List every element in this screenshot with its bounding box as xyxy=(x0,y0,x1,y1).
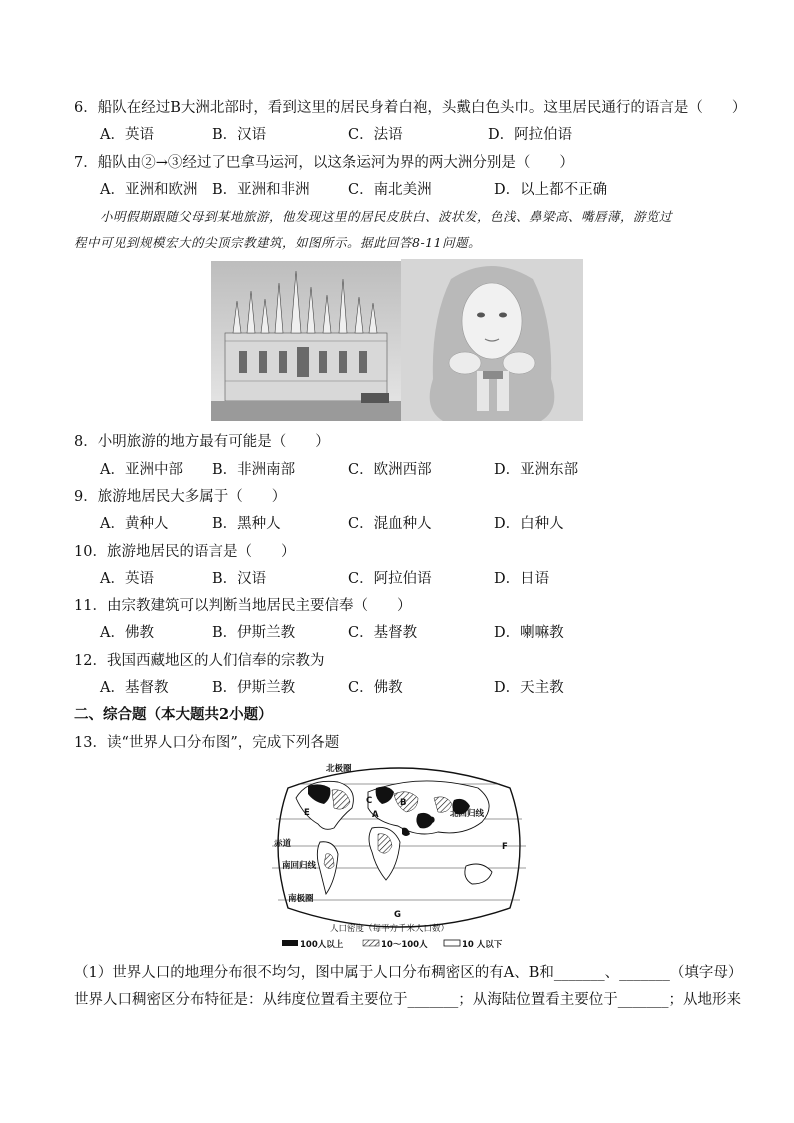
region-g-label: G xyxy=(394,910,401,920)
question-10-stem: 10．旅游地居民的语言是（ ） xyxy=(74,544,296,560)
q9-option-d: D．白种人 xyxy=(494,516,564,532)
region-c-label: C xyxy=(366,796,373,806)
q6-option-b: B．汉语 xyxy=(212,127,267,143)
q8-option-c: C．欧洲西部 xyxy=(348,462,432,478)
q10-option-d: D．日语 xyxy=(494,571,550,587)
region-d-label: D xyxy=(428,816,436,826)
q9-option-b: B．黑种人 xyxy=(212,516,281,532)
question-13-stem: 13．读“世界人口分布图”，完成下列各题 xyxy=(74,735,340,751)
q10-option-b: B．汉语 xyxy=(212,571,267,587)
legend-high-density: 100人以上 xyxy=(300,940,344,950)
equator-label: 赤道 xyxy=(274,839,292,849)
q8-option-b: B．非洲南部 xyxy=(212,462,296,478)
question-8-stem: 8．小明旅游的地方最有可能是（ ） xyxy=(74,434,330,450)
q9-option-a: A．黄种人 xyxy=(100,516,169,532)
region-f-label: F xyxy=(502,842,508,852)
region-e-label: E xyxy=(304,808,310,818)
tropic-north-label: 北回归线 xyxy=(450,809,485,819)
question-6-stem: 6．船队在经过B大洲北部时，看到这里的居民身着白袍，头戴白色头巾。这里居民通行的语言是（ ） xyxy=(74,100,747,116)
legend-low-density: 10 人以下 xyxy=(462,940,503,950)
q6-option-c: C．法语 xyxy=(348,127,403,143)
q12-option-b: B．伊斯兰教 xyxy=(212,680,296,696)
q11-option-c: C．基督教 xyxy=(348,625,418,641)
q10-option-c: C．阿拉伯语 xyxy=(348,571,432,587)
q10-option-a: A．英语 xyxy=(100,571,154,587)
q6-option-d: D．阿拉伯语 xyxy=(488,127,573,143)
question-9-stem: 9．旅游地居民大多属于（ ） xyxy=(74,489,287,505)
arctic-circle-label: 北极圈 xyxy=(326,764,352,774)
cathedral-photo xyxy=(211,261,401,421)
question-7-stem: 7．船队由②→③经过了巴拿马运河，以这条运河为界的两大洲分别是（ ） xyxy=(74,155,574,171)
q6-option-a: A．英语 xyxy=(100,127,154,143)
legend-title: 人口密度（每平方千米人口数） xyxy=(330,924,450,934)
question-11-stem: 11．由宗教建筑可以判断当地居民主要信奉（ ） xyxy=(74,598,412,614)
q11-option-d: D．喇嘛教 xyxy=(494,625,564,641)
section-2-heading: 二、综合题（本大题共2小题） xyxy=(74,706,273,723)
region-a-label: A xyxy=(372,810,379,820)
world-population-map xyxy=(268,758,530,953)
legend-medium-density: 10～100人 xyxy=(381,940,428,950)
passage-line-2: 程中可见到规模宏大的尖顶宗教建筑，如图所示。据此回答8-11问题。 xyxy=(74,235,482,250)
q11-option-a: A．佛教 xyxy=(100,625,154,641)
girl-portrait-photo xyxy=(401,259,583,421)
q12-option-c: C．佛教 xyxy=(348,680,403,696)
q7-option-b: B．亚洲和非洲 xyxy=(212,182,310,198)
q13-sub1-line-1: （1）世界人口的地理分布很不均匀，图中属于人口分布稠密区的有A、B和_______、_______（填字母） xyxy=(74,965,743,981)
q7-option-d: D．以上都不正确 xyxy=(494,182,608,198)
q7-option-c: C．南北美洲 xyxy=(348,182,432,198)
q9-option-c: C．混血种人 xyxy=(348,516,432,532)
q11-option-b: B．伊斯兰教 xyxy=(212,625,296,641)
region-b-label: B xyxy=(400,798,407,808)
q12-option-a: A．基督教 xyxy=(100,680,169,696)
q12-option-d: D．天主教 xyxy=(494,680,564,696)
q8-option-a: A．亚洲中部 xyxy=(100,462,183,478)
antarctic-circle-label: 南极圈 xyxy=(288,894,314,904)
q7-option-a: A．亚洲和欧洲 xyxy=(100,182,198,198)
question-12-stem: 12．我国西藏地区的人们信奉的宗教为 xyxy=(74,653,325,669)
q13-sub1-line-2: 世界人口稠密区分布特征是：从纬度位置看主要位于_______；从海陆位置看主要位于_______；从地形来 xyxy=(74,992,741,1008)
passage-line-1: 小明假期跟随父母到某地旅游，他发现这里的居民皮肤白、波状发，色浅、鼻梁高、嘴唇薄，游览过 xyxy=(100,209,673,224)
q8-option-d: D．亚洲东部 xyxy=(494,462,579,478)
tropic-south-label: 南回归线 xyxy=(282,861,317,871)
